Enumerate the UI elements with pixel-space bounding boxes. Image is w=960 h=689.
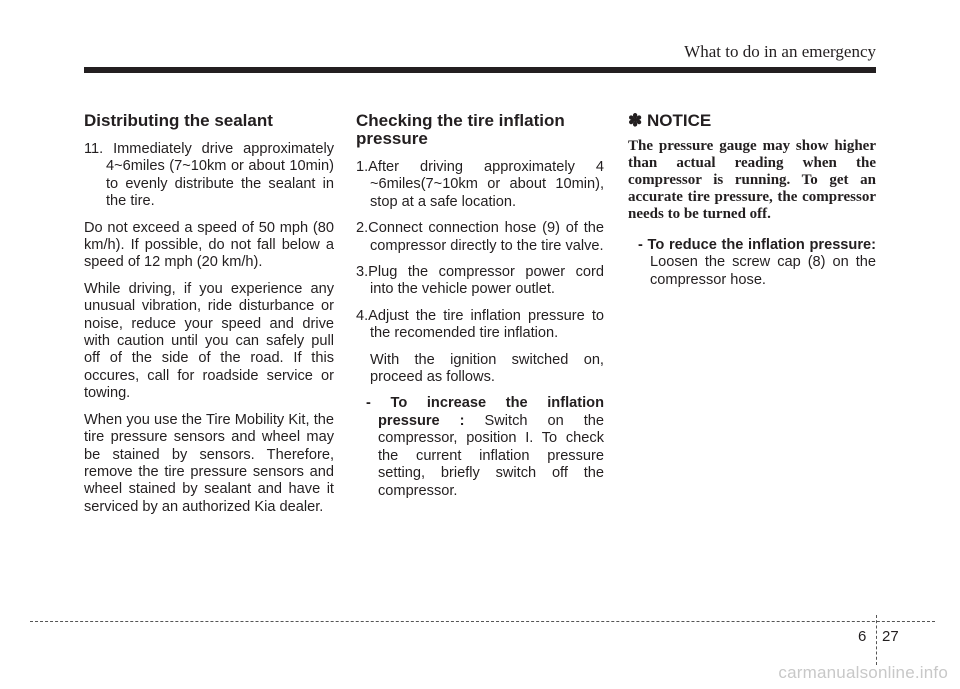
reduce-pressure-label: - To reduce the inflation pressure: (638, 237, 876, 253)
step-1: 1.After driving approximately 4 ~6miles(7~10km or about 10min), stop at a safe location. (356, 159, 604, 210)
increase-pressure-label: - To increase the inflation pressure : (366, 395, 604, 429)
step-4: 4.Adjust the tire inflation pressure to the recomended tire inflation. (356, 307, 604, 342)
reduce-pressure-item (628, 237, 876, 289)
reduce-pressure-text: Loosen the screw cap (8) on the compressor hose. (650, 254, 876, 288)
step-11 (84, 141, 334, 211)
notice-body: The pressure gauge may show higher than actual reading when the compressor is running. To get an accurate tire pressure, the compressor needs to be turned off. (628, 138, 876, 222)
footer-rule (30, 621, 935, 622)
step-11-number: 11. (84, 141, 104, 157)
chapter-number: 6 (858, 628, 867, 645)
notice-title (628, 112, 876, 130)
step-2: 2.Connect connection hose (9) of the compressor directly to the tire valve. (356, 220, 604, 254)
column-distributing-sealant (84, 112, 334, 525)
step-11-text: Immediately drive approximately 4~6miles (7~10km or about 10min) to evenly distribute the sealant in the tire. (106, 141, 334, 210)
header-rule (84, 67, 876, 73)
step-3: 3.Plug the compressor power cord into the vehicle power outlet. (356, 264, 604, 298)
increase-pressure-item (356, 395, 604, 499)
column-checking-pressure (356, 112, 604, 509)
sensors-paragraph: When you use the Tire Mobility Kit, the tire pressure sensors and wheel may be stained by sensors. Therefore, remove the tire pressure sensors and wheel stained by sealant and have it serviced by an authorized Kia dealer. (84, 411, 334, 515)
notice-icon: ✽ (628, 111, 643, 130)
column-notice (628, 112, 876, 298)
section-title: What to do in an emergency (684, 42, 876, 61)
watermark: carmanualsonline.info (778, 663, 948, 682)
step-4-subtext: With the ignition switched on, proceed as follows. (370, 351, 604, 386)
notice-title-text: NOTICE (646, 111, 712, 130)
vibration-paragraph: While driving, if you experience any unusual vibration, ride disturbance or noise, reduce your speed and drive with caution until you can safely pull off of the side of the road. If this occures, call for roadside service or towing. (84, 280, 334, 402)
heading-distributing-sealant: Distributing the sealant (84, 111, 273, 130)
speed-paragraph: Do not exceed a speed of 50 mph (80 km/h). If possible, do not fall below a speed of 12 mph (20 km/h). (84, 219, 334, 271)
page-number-divider (876, 615, 877, 665)
increase-pressure-text: Switch on the compressor, position I. To check the current inflation pressure setting, briefly switch off the compressor. (378, 412, 604, 499)
page-number: 27 (882, 628, 899, 645)
heading-checking-pressure: Checking the tire inflation pressure (356, 111, 565, 148)
